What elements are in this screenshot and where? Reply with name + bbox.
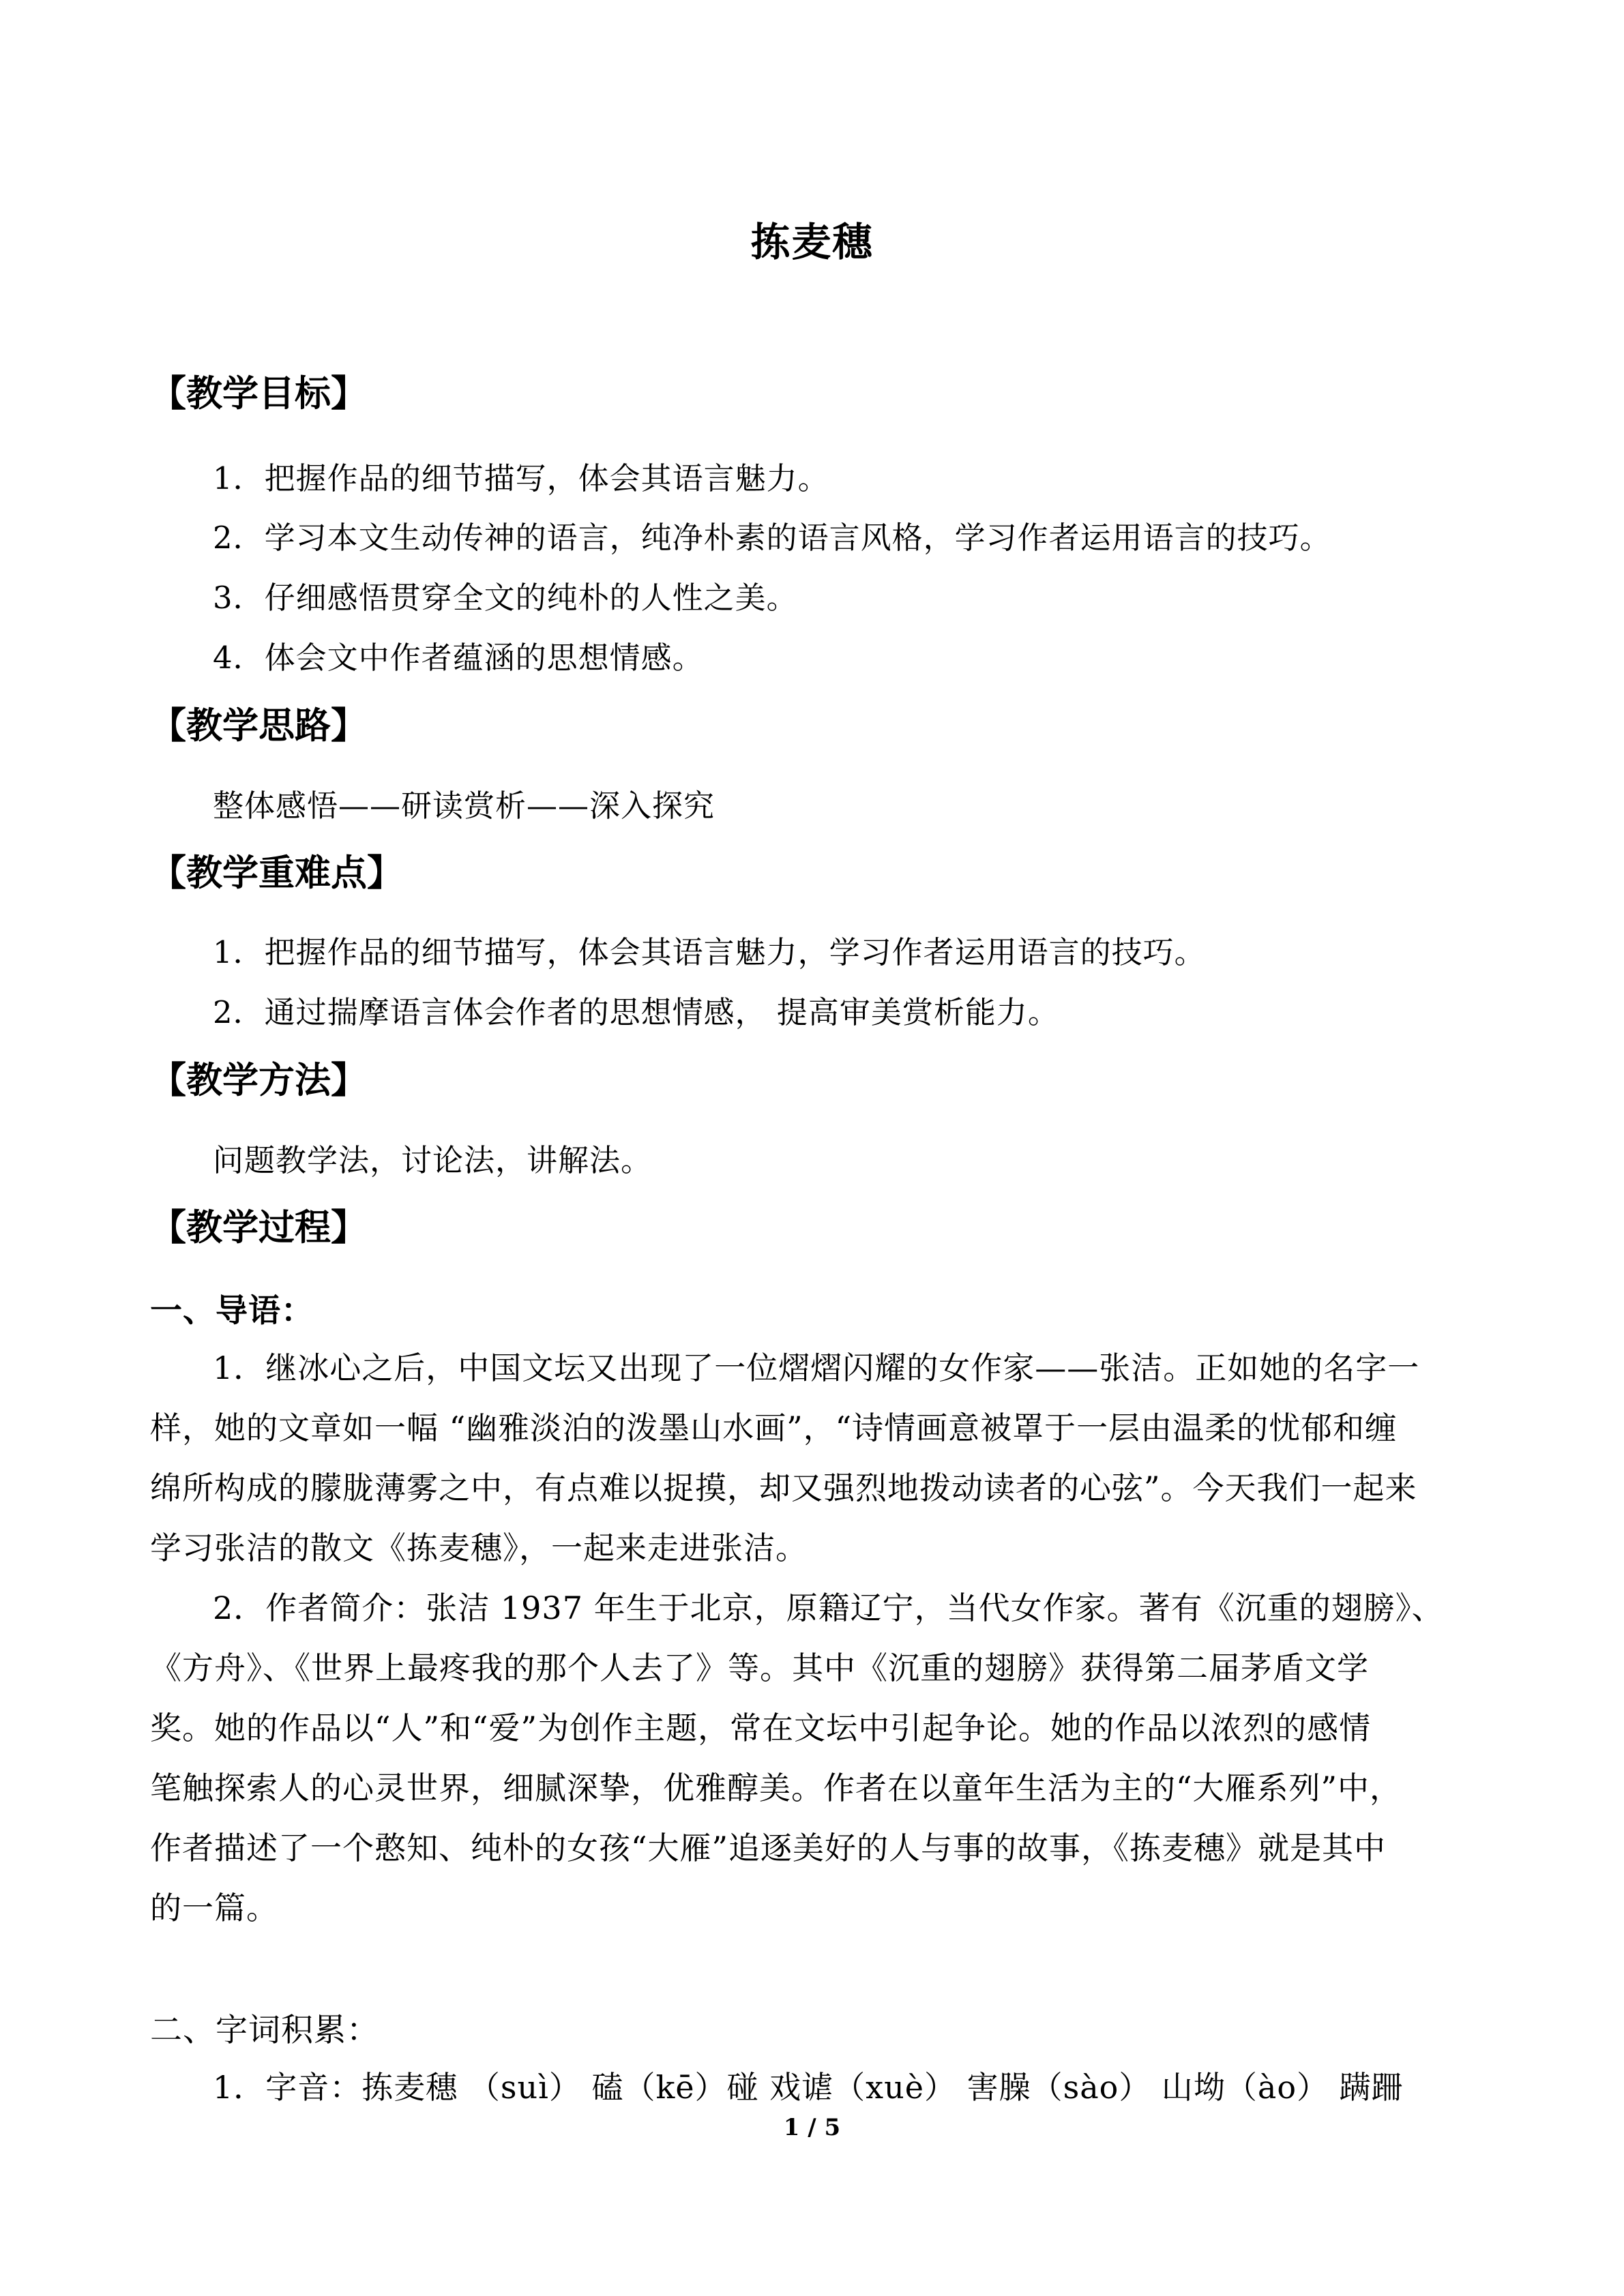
methods-heading: 【教学方法】 [150,1060,367,1101]
methods-text: 问题教学法，讨论法，讲解法。 [213,1142,653,1178]
intro-line: 奖。她的作品以“人”和“爱”为创作主题，常在文坛中引起争论。她的作品以浓烈的感情 [150,1710,1372,1746]
page-indicator: 1 / 5 [783,2114,841,2141]
vocab-line: 1．字音：拣麦穗 （suì） 磕（kē）碰 戏谑（xuè） 害臊（sào） 山坳（ào） 蹒跚 [213,2069,1404,2106]
intro-line: 作者描述了一个憨知、纯朴的女孩“大雁”追逐美好的人与事的故事，《拣麦穗》就是其中 [150,1830,1387,1866]
intro-line: 2．作者简介：张洁 1937 年生于北京，原籍辽宁，当代女作家。著有《沉重的翅膀》、 [213,1590,1444,1626]
intro-line: 的一篇。 [150,1890,278,1926]
intro-line: 学习张洁的散文《拣麦穗》，一起来走进张洁。 [150,1530,808,1566]
vocab-subheading: 二、字词积累： [150,2012,379,2049]
key-points-heading: 【教学重难点】 [150,852,403,894]
intro-line: 《方舟》、《世界上最疼我的那个人去了》等。其中《沉重的翅膀》获得第二届茅盾文学 [150,1650,1369,1686]
intro-line: 绵所构成的朦胧薄雾之中，有点难以捉摸，却又强烈地拨动读者的心弦”。今天我们一起来 [150,1470,1417,1506]
objective-item-4: 4．体会文中作者蕴涵的思想情感。 [213,640,704,676]
intro-subheading: 一、导语： [150,1292,314,1330]
key-point-item-2: 2．通过揣摩语言体会作者的思想情感， 提高审美赏析能力。 [213,994,1059,1030]
objective-item-3: 3．仔细感悟贯穿全文的纯朴的人性之美。 [213,580,798,616]
objectives-heading: 【教学目标】 [150,373,367,415]
process-heading: 【教学过程】 [150,1207,367,1249]
approach-text: 整体感悟——研读赏析——深入探究 [213,788,715,824]
intro-line: 1．继冰心之后，中国文坛又出现了一位熠熠闪耀的女作家——张洁。正如她的名字一 [213,1350,1420,1386]
intro-line: 笔触探索人的心灵世界，细腻深挚，优雅醇美。作者在以童年生活为主的“大雁系列”中， [150,1770,1402,1806]
approach-heading: 【教学思路】 [150,705,367,747]
document-title: 拣麦穗 [750,219,874,265]
intro-line: 样，她的文章如一幅 “幽雅淡泊的泼墨山水画”，“诗情画意被罩于一层由温柔的忧郁和缠 [150,1410,1398,1446]
objective-item-2: 2．学习本文生动传神的语言，纯净朴素的语言风格，学习作者运用语言的技巧。 [213,520,1331,556]
objective-item-1: 1．把握作品的细节描写，体会其语言魅力。 [213,460,829,496]
key-point-item-1: 1．把握作品的细节描写，体会其语言魅力，学习作者运用语言的技巧。 [213,934,1206,970]
